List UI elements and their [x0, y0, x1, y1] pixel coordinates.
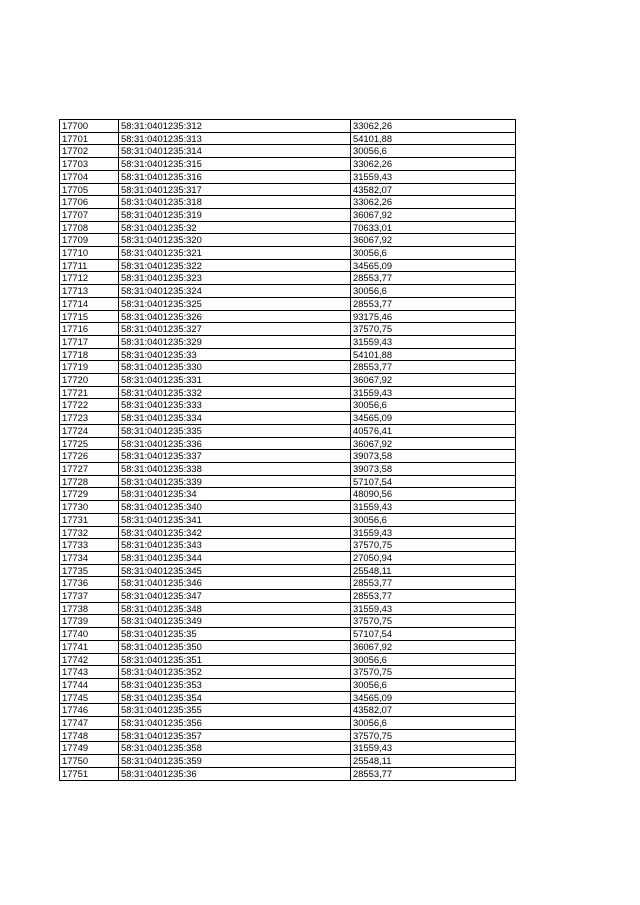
cadastral-number-cell: 58:31:0401235:358 [119, 742, 351, 755]
row-number-cell: 17750 [60, 755, 119, 768]
row-number-cell: 17733 [60, 539, 119, 552]
row-number-cell: 17707 [60, 208, 119, 221]
cadastral-number-cell: 58:31:0401235:343 [119, 539, 351, 552]
table-row [60, 348, 516, 361]
table-row [60, 259, 516, 272]
row-number-cell: 17739 [60, 615, 119, 628]
table-row [60, 386, 516, 399]
row-number-cell: 17719 [60, 361, 119, 374]
cadastral-number-cell: 58:31:0401235:354 [119, 691, 351, 704]
table-row [60, 513, 516, 526]
table-row [60, 310, 516, 323]
cadastral-number-cell: 58:31:0401235:335 [119, 424, 351, 437]
table-row [60, 551, 516, 564]
row-number-cell: 17706 [60, 196, 119, 209]
cadastral-number-cell: 58:31:0401235:329 [119, 335, 351, 348]
value-cell: 37570,75 [351, 323, 516, 336]
table-row [60, 132, 516, 145]
row-number-cell: 17718 [60, 348, 119, 361]
row-number-cell: 17744 [60, 678, 119, 691]
cadastral-number-cell: 58:31:0401235:316 [119, 170, 351, 183]
value-cell: 33062,26 [351, 120, 516, 133]
cadastral-number-cell: 58:31:0401235:326 [119, 310, 351, 323]
table-row [60, 208, 516, 221]
table-row [60, 323, 516, 336]
table-row [60, 615, 516, 628]
table-row [60, 767, 516, 780]
value-cell: 70633,01 [351, 221, 516, 234]
cadastral-number-cell: 58:31:0401235:341 [119, 513, 351, 526]
table-row [60, 170, 516, 183]
table-row [60, 577, 516, 590]
row-number-cell: 17725 [60, 437, 119, 450]
row-number-cell: 17743 [60, 666, 119, 679]
row-number-cell: 17727 [60, 462, 119, 475]
table-row [60, 653, 516, 666]
value-cell: 34565,09 [351, 412, 516, 425]
table-row [60, 475, 516, 488]
row-number-cell: 17748 [60, 729, 119, 742]
cadastral-number-cell: 58:31:0401235:313 [119, 132, 351, 145]
value-cell: 31559,43 [351, 386, 516, 399]
row-number-cell: 17703 [60, 158, 119, 171]
table-row [60, 717, 516, 730]
value-cell: 57107,54 [351, 475, 516, 488]
row-number-cell: 17737 [60, 590, 119, 603]
table-row [60, 335, 516, 348]
table-row [60, 234, 516, 247]
value-cell: 28553,77 [351, 767, 516, 780]
value-cell: 57107,54 [351, 628, 516, 641]
cadastral-number-cell: 58:31:0401235:312 [119, 120, 351, 133]
table-row [60, 183, 516, 196]
row-number-cell: 17720 [60, 374, 119, 387]
row-number-cell: 17742 [60, 653, 119, 666]
table-row [60, 640, 516, 653]
value-cell: 39073,58 [351, 450, 516, 463]
cadastral-number-cell: 58:31:0401235:33 [119, 348, 351, 361]
value-cell: 30056,6 [351, 247, 516, 260]
value-cell: 36067,92 [351, 374, 516, 387]
cadastral-number-cell: 58:31:0401235:332 [119, 386, 351, 399]
cadastral-number-cell: 58:31:0401235:349 [119, 615, 351, 628]
value-cell: 31559,43 [351, 742, 516, 755]
cadastral-number-cell: 58:31:0401235:35 [119, 628, 351, 641]
cadastral-number-cell: 58:31:0401235:352 [119, 666, 351, 679]
row-number-cell: 17728 [60, 475, 119, 488]
cadastral-number-cell: 58:31:0401235:327 [119, 323, 351, 336]
cadastral-number-cell: 58:31:0401235:340 [119, 501, 351, 514]
value-cell: 30056,6 [351, 653, 516, 666]
table-row [60, 247, 516, 260]
row-number-cell: 17712 [60, 272, 119, 285]
cadastral-number-cell: 58:31:0401235:351 [119, 653, 351, 666]
value-cell: 30056,6 [351, 145, 516, 158]
value-cell: 37570,75 [351, 729, 516, 742]
cadastral-number-cell: 58:31:0401235:350 [119, 640, 351, 653]
table-row [60, 602, 516, 615]
value-cell: 28553,77 [351, 272, 516, 285]
cadastral-number-cell: 58:31:0401235:317 [119, 183, 351, 196]
table-row [60, 691, 516, 704]
table-row [60, 399, 516, 412]
row-number-cell: 17701 [60, 132, 119, 145]
data-table [59, 119, 516, 781]
row-number-cell: 17751 [60, 767, 119, 780]
value-cell: 43582,07 [351, 704, 516, 717]
value-cell: 48090,56 [351, 488, 516, 501]
cadastral-number-cell: 58:31:0401235:331 [119, 374, 351, 387]
cadastral-number-cell: 58:31:0401235:336 [119, 437, 351, 450]
cadastral-number-cell: 58:31:0401235:339 [119, 475, 351, 488]
value-cell: 36067,92 [351, 437, 516, 450]
value-cell: 33062,26 [351, 158, 516, 171]
cadastral-number-cell: 58:31:0401235:346 [119, 577, 351, 590]
value-cell: 25548,11 [351, 755, 516, 768]
table-row [60, 374, 516, 387]
row-number-cell: 17747 [60, 717, 119, 730]
cadastral-number-cell: 58:31:0401235:325 [119, 297, 351, 310]
cadastral-number-cell: 58:31:0401235:34 [119, 488, 351, 501]
table-row [60, 361, 516, 374]
cadastral-number-cell: 58:31:0401235:322 [119, 259, 351, 272]
value-cell: 37570,75 [351, 539, 516, 552]
value-cell: 34565,09 [351, 691, 516, 704]
value-cell: 37570,75 [351, 666, 516, 679]
cadastral-number-cell: 58:31:0401235:32 [119, 221, 351, 234]
table-row [60, 742, 516, 755]
table-row [60, 564, 516, 577]
cadastral-number-cell: 58:31:0401235:347 [119, 590, 351, 603]
value-cell: 25548,11 [351, 564, 516, 577]
value-cell: 28553,77 [351, 361, 516, 374]
row-number-cell: 17705 [60, 183, 119, 196]
value-cell: 27050,94 [351, 551, 516, 564]
row-number-cell: 17722 [60, 399, 119, 412]
table-row [60, 590, 516, 603]
cadastral-number-cell: 58:31:0401235:36 [119, 767, 351, 780]
row-number-cell: 17715 [60, 310, 119, 323]
row-number-cell: 17749 [60, 742, 119, 755]
cadastral-number-cell: 58:31:0401235:359 [119, 755, 351, 768]
table-row [60, 297, 516, 310]
cadastral-number-cell: 58:31:0401235:345 [119, 564, 351, 577]
value-cell: 54101,88 [351, 348, 516, 361]
row-number-cell: 17721 [60, 386, 119, 399]
cadastral-number-cell: 58:31:0401235:356 [119, 717, 351, 730]
row-number-cell: 17731 [60, 513, 119, 526]
table-row [60, 501, 516, 514]
row-number-cell: 17729 [60, 488, 119, 501]
value-cell: 30056,6 [351, 285, 516, 298]
table-row [60, 120, 516, 133]
table-row [60, 145, 516, 158]
cadastral-number-cell: 58:31:0401235:334 [119, 412, 351, 425]
row-number-cell: 17726 [60, 450, 119, 463]
value-cell: 31559,43 [351, 501, 516, 514]
row-number-cell: 17713 [60, 285, 119, 298]
table-row [60, 285, 516, 298]
row-number-cell: 17716 [60, 323, 119, 336]
row-number-cell: 17717 [60, 335, 119, 348]
row-number-cell: 17711 [60, 259, 119, 272]
value-cell: 39073,58 [351, 462, 516, 475]
table-row [60, 450, 516, 463]
value-cell: 31559,43 [351, 335, 516, 348]
value-cell: 36067,92 [351, 234, 516, 247]
row-number-cell: 17708 [60, 221, 119, 234]
table-row [60, 412, 516, 425]
row-number-cell: 17738 [60, 602, 119, 615]
value-cell: 30056,6 [351, 399, 516, 412]
value-cell: 34565,09 [351, 259, 516, 272]
row-number-cell: 17723 [60, 412, 119, 425]
value-cell: 28553,77 [351, 297, 516, 310]
table-row [60, 221, 516, 234]
table-row [60, 729, 516, 742]
table-body [60, 120, 516, 781]
value-cell: 43582,07 [351, 183, 516, 196]
cadastral-number-cell: 58:31:0401235:333 [119, 399, 351, 412]
cadastral-number-cell: 58:31:0401235:318 [119, 196, 351, 209]
row-number-cell: 17745 [60, 691, 119, 704]
value-cell: 31559,43 [351, 602, 516, 615]
value-cell: 93175,46 [351, 310, 516, 323]
row-number-cell: 17730 [60, 501, 119, 514]
cadastral-number-cell: 58:31:0401235:314 [119, 145, 351, 158]
value-cell: 37570,75 [351, 615, 516, 628]
table-row [60, 678, 516, 691]
table-row [60, 755, 516, 768]
cadastral-number-cell: 58:31:0401235:330 [119, 361, 351, 374]
row-number-cell: 17735 [60, 564, 119, 577]
cadastral-number-cell: 58:31:0401235:355 [119, 704, 351, 717]
table-row [60, 666, 516, 679]
cadastral-number-cell: 58:31:0401235:321 [119, 247, 351, 260]
table-row [60, 488, 516, 501]
row-number-cell: 17741 [60, 640, 119, 653]
table-row [60, 424, 516, 437]
value-cell: 31559,43 [351, 170, 516, 183]
table-row [60, 437, 516, 450]
table-row [60, 704, 516, 717]
cadastral-number-cell: 58:31:0401235:320 [119, 234, 351, 247]
value-cell: 30056,6 [351, 717, 516, 730]
row-number-cell: 17732 [60, 526, 119, 539]
table-row [60, 628, 516, 641]
row-number-cell: 17714 [60, 297, 119, 310]
value-cell: 36067,92 [351, 208, 516, 221]
table-row [60, 196, 516, 209]
row-number-cell: 17746 [60, 704, 119, 717]
value-cell: 31559,43 [351, 526, 516, 539]
table-row [60, 462, 516, 475]
row-number-cell: 17700 [60, 120, 119, 133]
row-number-cell: 17740 [60, 628, 119, 641]
value-cell: 30056,6 [351, 678, 516, 691]
row-number-cell: 17704 [60, 170, 119, 183]
cadastral-number-cell: 58:31:0401235:323 [119, 272, 351, 285]
value-cell: 28553,77 [351, 590, 516, 603]
table-row [60, 158, 516, 171]
row-number-cell: 17702 [60, 145, 119, 158]
value-cell: 54101,88 [351, 132, 516, 145]
row-number-cell: 17710 [60, 247, 119, 260]
row-number-cell: 17734 [60, 551, 119, 564]
row-number-cell: 17736 [60, 577, 119, 590]
cadastral-number-cell: 58:31:0401235:315 [119, 158, 351, 171]
value-cell: 33062,26 [351, 196, 516, 209]
row-number-cell: 17709 [60, 234, 119, 247]
cadastral-number-cell: 58:31:0401235:338 [119, 462, 351, 475]
cadastral-number-cell: 58:31:0401235:357 [119, 729, 351, 742]
cadastral-number-cell: 58:31:0401235:337 [119, 450, 351, 463]
value-cell: 28553,77 [351, 577, 516, 590]
table-row [60, 526, 516, 539]
table-row [60, 539, 516, 552]
value-cell: 36067,92 [351, 640, 516, 653]
value-cell: 30056,6 [351, 513, 516, 526]
cadastral-number-cell: 58:31:0401235:348 [119, 602, 351, 615]
table-row [60, 272, 516, 285]
cadastral-number-cell: 58:31:0401235:353 [119, 678, 351, 691]
cadastral-number-cell: 58:31:0401235:342 [119, 526, 351, 539]
cadastral-number-cell: 58:31:0401235:319 [119, 208, 351, 221]
value-cell: 40576,41 [351, 424, 516, 437]
cadastral-number-cell: 58:31:0401235:324 [119, 285, 351, 298]
row-number-cell: 17724 [60, 424, 119, 437]
cadastral-number-cell: 58:31:0401235:344 [119, 551, 351, 564]
